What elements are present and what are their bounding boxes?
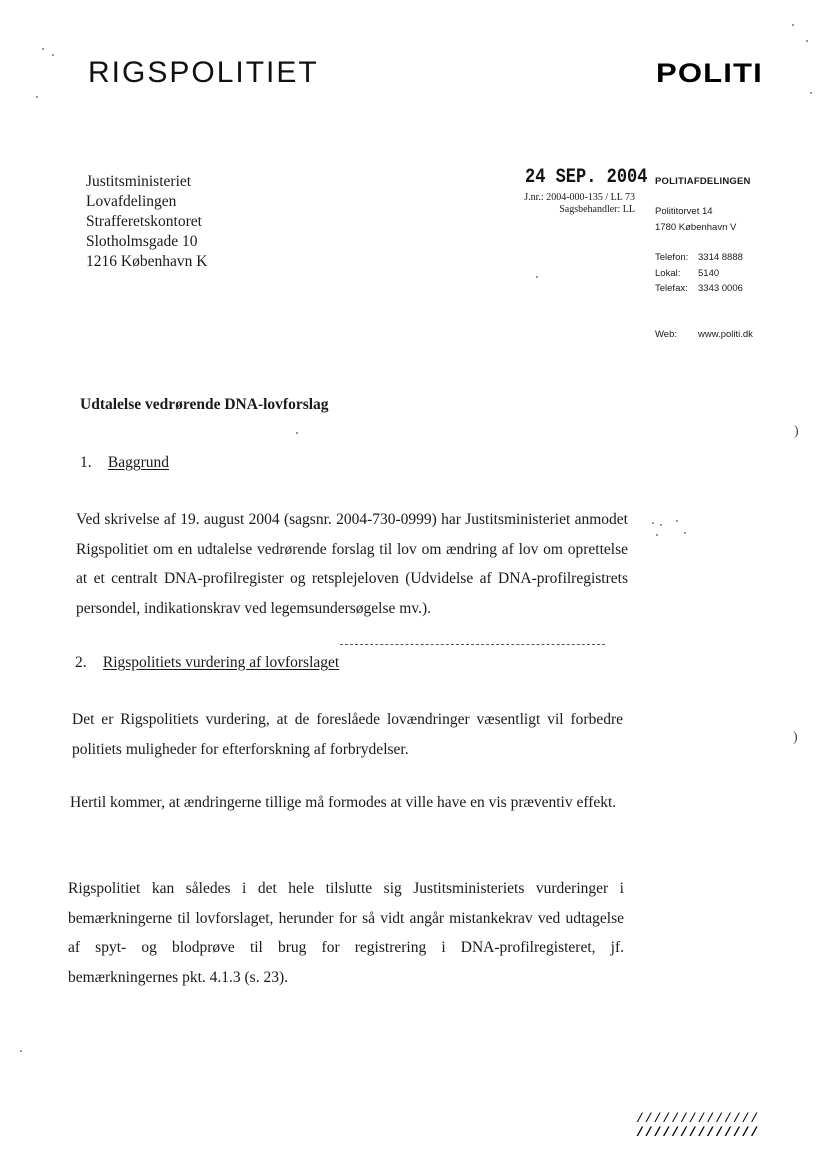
scan-speck [42,48,44,50]
web-row [655,327,753,343]
scan-speck [806,40,808,42]
web-label: Web: [655,329,678,340]
recipient-line: Strafferetskontoret [86,213,202,230]
phone-row [655,250,743,266]
scan-artifact-bracket: ) [793,730,798,745]
phone-label: Telefon: [655,252,689,263]
scan-speck [656,534,658,536]
local-row [655,266,743,282]
footer-marks-line: ////////////// [636,1111,760,1126]
sender-address [655,204,736,235]
scan-speck [660,524,662,526]
paragraph: Det er Rigspolitiets vurdering, at de foreslåede lovændringer væsentligt vil forbedre politiets muligheder for efterforskning af forbrydelser. [72,711,623,758]
footer-marks [636,1112,759,1140]
section-heading-1 [80,454,169,472]
address-line: 1780 København V [655,221,737,233]
scan-speck [676,520,678,522]
agency-name: RIGSPOLITIET [88,56,319,89]
scan-speck [652,522,654,524]
local-label: Lokal: [655,267,681,279]
section-heading-2 [75,654,339,672]
recipient-line: Lovafdelingen [86,193,177,210]
footer-marks-line: ////////////// [636,1125,760,1140]
scan-speck [810,92,812,94]
scan-speck [684,532,686,534]
scan-artifact-bracket: ) [794,424,799,439]
recipient-line: Justitsministeriet [86,173,192,190]
phone-value: 3314 8888 [698,252,743,263]
recipient-address [86,172,207,272]
fax-label: Telefax: [655,283,688,294]
scan-speck [20,1050,22,1052]
department-title: POLITIAFDELINGEN [655,176,751,187]
address-line: Polititorvet 14 [655,206,713,217]
local-value: 5140 [698,267,720,279]
recipient-line: 1216 København K [86,253,208,270]
recipient-line: Slotholmsgade 10 [86,233,198,250]
fax-row [655,281,743,297]
journal-number: J.nr.: 2004-000-135 / LL 73 [524,192,635,203]
scan-speck [536,276,538,278]
section-number: 2. [75,654,87,671]
paragraph: Ved skrivelse af 19. august 2004 (sagsnr. 2004-730-0999) har Justitsministeriet anmodet Rigspolitiet om en udtalelse vedrørende forslag til lov om ændring af lov om oprettelse at et centralt DNA-profilregister og retsplejeloven (Udvidelse af DNA-profilregistrets persondel, indikationskrav ved legemsundersøgelse mv.). [76,511,628,617]
subject-heading: Udtalelse vedrørende DNA-lovforslag [80,396,329,413]
paragraph: Rigspolitiet kan således i det hele tilslutte sig Justitsministeriets vurderinger i bemærkningerne til lovforslaget, herunder for så vidt angår mistankekrav ved udtagelse af spyt- og blodprøve til brug for registrering i DNA-profilregisteret, jf. bemærkningernes pkt. 4.1.3 (s. 23). [68,880,624,986]
section-number: 1. [80,454,92,471]
politi-logo: POLITI [656,58,763,88]
scan-speck [52,54,54,56]
section-title: Baggrund [107,454,170,471]
web-value: www.politi.dk [698,329,753,340]
journal-number-block [506,192,635,216]
section-title: Rigspolitiets vurdering af lovforslaget [102,654,340,671]
scan-speck [792,24,794,26]
fax-value: 3343 0006 [698,283,743,294]
divider [340,644,605,645]
scan-speck [36,96,38,98]
contact-numbers [655,250,743,297]
scan-speck [296,432,298,434]
date-stamp: 24 SEP. 2004 [525,166,648,189]
paragraph: Hertil kommer, at ændringerne tillige må formodes at ville have en vis præventiv effekt. [70,794,617,811]
case-handler: Sagsbehandler: LL [559,204,635,215]
